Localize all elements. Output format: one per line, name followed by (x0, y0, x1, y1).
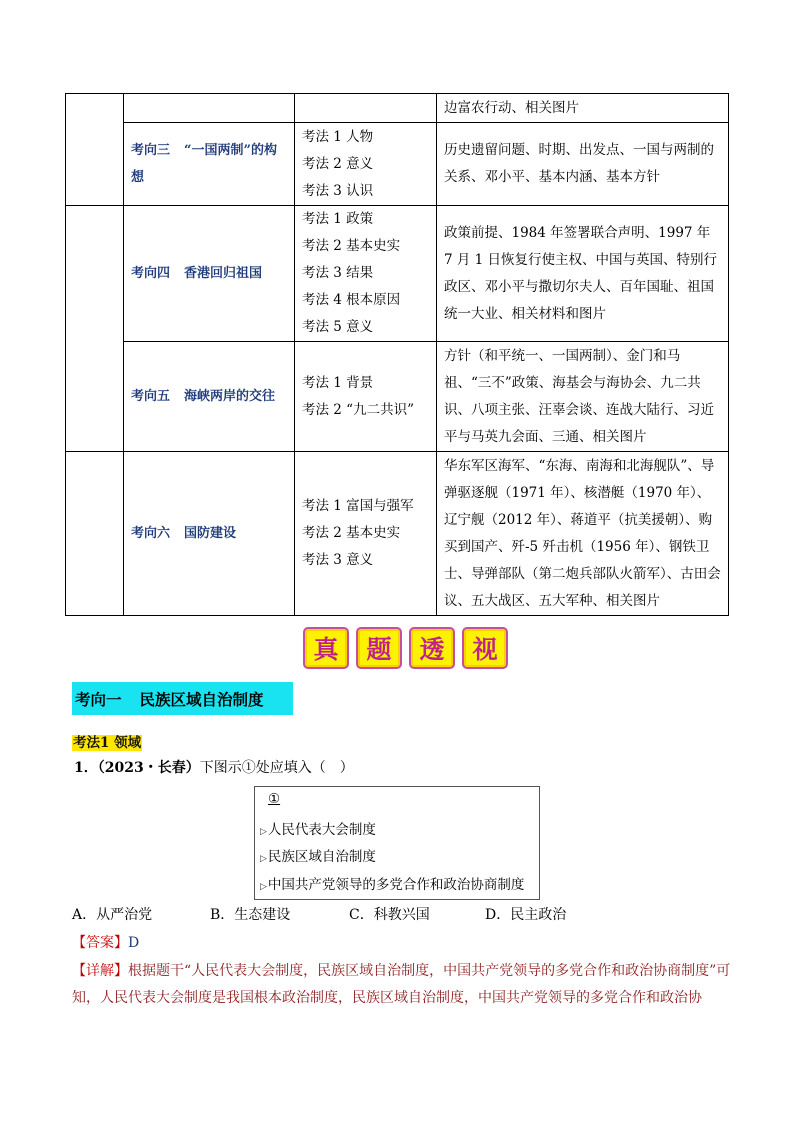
diagram-item: ▷中国共产党领导的多党合作和政治协商制度 (260, 877, 525, 893)
answer-line (72, 932, 139, 952)
content-cell: 边富农行动、相关图片 (437, 94, 729, 123)
method-item: 考法 2 基本史实 (302, 525, 401, 541)
method-item: 考法 5 意义 (302, 319, 374, 335)
methods-cell (295, 123, 437, 206)
option-d[interactable]: D．民主政治 (485, 907, 567, 923)
table-row (66, 94, 729, 123)
answer-options (72, 904, 566, 924)
method-item: 考法 3 意义 (302, 552, 374, 568)
content-cell: 方针（和平统一、一国两制）、金门和马祖、“三不”政策、海基会与海协会、九二共识、八项主张、汪辜会谈、连战大陆行、习近平与马英九会面、三通、相关图片 (437, 342, 729, 452)
method-item: 考法 1 人物 (302, 128, 374, 145)
table-cell (66, 206, 124, 452)
question-diagram (254, 786, 540, 900)
topic-cell (124, 342, 295, 452)
explanation-text: 根据题干“人民代表大会制度，民族区域自治制度，中国共产党领导的多党合作和政治协商制度”可知，人民代表大会制度是我国根本政治制度，民族区域自治制度，中国共产党领导的多党合作和政治协 (72, 963, 731, 1006)
table-cell (66, 94, 124, 206)
option-c[interactable]: C．科教兴国 (349, 907, 430, 923)
table-row (66, 123, 729, 206)
table-row (66, 206, 729, 342)
method-item: 考法 3 认识 (302, 182, 374, 199)
method-item: 考法 1 背景 (302, 374, 374, 391)
method-item: 考法 3 结果 (302, 265, 374, 281)
answer-label: 【答案】 (72, 935, 128, 951)
question-text: 下图示①处应填入（ ） (199, 760, 354, 776)
topic-cell (124, 206, 295, 342)
method-item: 考法 2 “九二共识” (302, 401, 414, 418)
table-row (66, 342, 729, 452)
methods-cell (295, 452, 437, 616)
method-item: 考法 2 意义 (302, 155, 374, 172)
topic-cell (124, 452, 295, 616)
answer-value: D (128, 935, 140, 951)
methods-cell (295, 342, 437, 452)
topic-title: 海峡两岸的交往 (184, 389, 276, 404)
diagram-item: ▷民族区域自治制度 (260, 849, 376, 865)
outline-table (65, 93, 729, 616)
section-label: 考向一 (75, 690, 122, 709)
banner-tile: 题 (356, 627, 402, 669)
methods-cell (295, 206, 437, 342)
question-number: 1． (74, 760, 98, 776)
question-stem (74, 757, 354, 777)
topic-title: 香港回归祖国 (184, 266, 263, 281)
content-cell: 华东军区海军、“东海、南海和北海舰队”、导弹驱逐舰（1971 年）、核潜艇（1970 年）、辽宁舰（2012 年）、蒋道平（抗美援朝）、购买到国产、歼-5 歼击机（1956 年）、钢铁卫士、导弹部队（第二炮兵部队火箭军）、古田会议、五大战区、五大军种、相关图片 (437, 452, 729, 616)
option-a[interactable]: A．从严治党 (72, 907, 153, 923)
section-title: 民族区域自治制度 (139, 690, 264, 709)
banner-tile: 视 (462, 627, 508, 669)
diagram-item: ▷人民代表大会制度 (260, 822, 376, 838)
topic-label: 考向六 (131, 526, 171, 541)
topic-cell (124, 123, 295, 206)
explanation-label: 【详解】 (72, 963, 128, 979)
table-row (66, 452, 729, 616)
triangle-bullet-icon: ▷ (260, 827, 267, 837)
option-b[interactable]: B．生态建设 (210, 907, 291, 923)
section-heading (72, 682, 293, 715)
method-item: 考法 1 政策 (302, 211, 374, 227)
question-source: （2023・长春） (97, 760, 200, 776)
topic-label: 考向四 (131, 266, 171, 281)
topic-label: 考向五 (131, 389, 171, 404)
method-item: 考法 1 富国与强军 (302, 498, 414, 514)
table-cell (295, 94, 437, 123)
triangle-bullet-icon: ▷ (260, 882, 267, 892)
banner-tile: 透 (409, 627, 455, 669)
topic-title: “一国两制”的构想 (131, 143, 277, 185)
triangle-bullet-icon: ▷ (260, 854, 267, 864)
topic-title: 国防建设 (184, 526, 237, 541)
content-cell: 历史遗留问题、时期、出发点、一国与两制的关系、邓小平、基本内涵、基本方针 (437, 123, 729, 206)
zhenti-banner (303, 627, 508, 669)
method-item: 考法 4 根本原因 (302, 292, 401, 308)
explanation (72, 958, 740, 1012)
blank-slot: ① (268, 791, 281, 807)
banner-tile: 真 (303, 627, 349, 669)
method-tag (72, 731, 142, 751)
topic-label: 考向三 (131, 143, 171, 158)
table-cell (124, 94, 295, 123)
table-cell (66, 452, 124, 616)
method-tag-text: 考法1 领域 (73, 735, 142, 751)
method-item: 考法 2 基本史实 (302, 238, 401, 254)
content-cell: 政策前提、1984 年签署联合声明、1997 年 7 月 1 日恢复行使主权、中国与英国、特别行政区、邓小平与撒切尔夫人、百年国耻、祖国统一大业、相关材料和图片 (437, 206, 729, 342)
